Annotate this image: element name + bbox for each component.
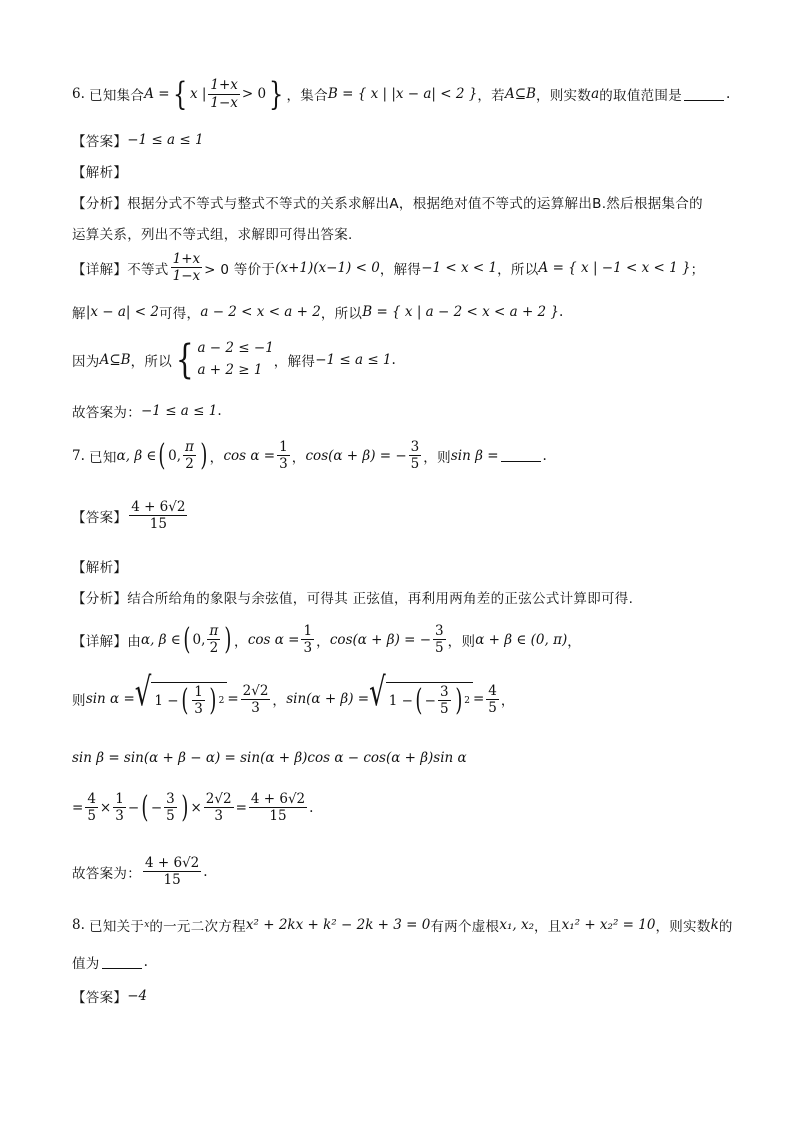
q7-line: 7. 已知 α, β ∈ ( 0, $\frac{\pi}{2}$ ) ， cos α = $\frac{1}{3}$ ， cos(α + β) = − $\frac{3}{5}$ ，则 sin β = . [72, 437, 547, 473]
line-6b: 解 |x − a| < 2 可得， a − 2 < x < a + 2 ，所以 B = { x | a − 2 < x < a + 2 } . [72, 304, 564, 322]
q6-number: 6. [72, 86, 85, 102]
answer-blank [684, 88, 724, 101]
fraction: $\frac{1+x}{1-x}$ [172, 251, 201, 285]
square-root: √ 1 − ( − $\frac{3}{5}$ ) 2 [369, 682, 473, 716]
line-7d: = $\frac{4}{5}$ × $\frac{1}{3}$ − ( − $\frac{3}{5}$ ) × $\frac{2√2}{3}$ = $\frac{4 + 6√2}{15}$ . [72, 789, 314, 825]
q8-line2: 值为 . [72, 954, 148, 972]
line-7c: sin β = sin(α + β − α) = sin(α + β)cos α − cos(α + β)sin α [72, 750, 467, 766]
answer-blank [501, 449, 541, 462]
fenxi-6: 【分析】根据分式不等式与整式不等式的关系求解出A，根据绝对值不等式的运算解出B.然后根据集合的 [72, 196, 703, 212]
answer-7: 【答案】 $\frac{4 + 6√2}{15}$ [72, 499, 186, 533]
set-b: B = { x | |x − a| < 2 } [327, 86, 478, 102]
answer-8: 【答案】 −4 [72, 988, 148, 1006]
final-6: 故答案为： −1 ≤ a ≤ 1 . [72, 403, 222, 421]
line-7b: 则 sin α = √ 1 − ( $\frac{1}{3}$ ) 2 = $\frac{2√2}{3}$ ， sin(α + β) = √ 1 − ( − $\frac{3}{5}$ ) 2 = $\frac{4}{5}$ ， [72, 670, 515, 718]
fenxi-6-line2: 运算关系，列出不等式组，求解即可得出答案. [72, 227, 353, 243]
analysis-7-heading: 【解析】 [72, 560, 128, 576]
q8-line: 8. 已知关于 x 的一元二次方程 x² + 2kx + k² − 2k + 3 = 0 有两个虚根 x₁, x₂ ，且 x₁² + x₂² = 10 ，则实数 k 的 [72, 917, 733, 935]
analysis-6-heading: 【解析】 [72, 165, 128, 181]
inequality-system: { a − 2 ≤ −1 a + 2 ≥ 1 [175, 336, 274, 383]
xiangjie-6: 【详解】 不等式 $\frac{1+x}{1-x}$ > 0 等价于 (x+1)(x−1) < 0 ，解得 −1 < x < 1 ，所以 A = { x | −1 < x < 1 } ； [72, 251, 705, 285]
fraction: $\frac{1+x}{1-x}$ [210, 77, 238, 111]
answer-6: 【答案】 −1 ≤ a ≤ 1 [72, 132, 204, 150]
q7-number: 7. [72, 447, 85, 464]
line-6c: 因为 A⊆B ，所以 { a − 2 ≤ −1 a + 2 ≥ 1 ，解得 −1 ≤ a ≤ 1 . [72, 336, 396, 383]
xiangjie-7: 【详解】 由 α, β ∈ ( 0, $\frac{\pi}{2}$ ) ， cos α = $\frac{1}{3}$ ， cos(α + β) = − $\frac{3}{5}$ ，则 α + β ∈ (0, π) ， [72, 621, 582, 657]
fenxi-7: 【分析】结合所给角的象限与余弦值，可得其 正弦值，再利用两角差的正弦公式计算即可得. [72, 591, 634, 607]
q6-line: 6. 已知集合 A = { x | $\frac{1+x}{1-x}$ > 0 } ，集合 B = { x | |x − a| < 2 } ，若 A⊆B ，则实数 a 的取值范围是 . [72, 75, 731, 113]
answer-blank [102, 956, 142, 969]
set-a-label: A = [144, 86, 170, 102]
final-7: 故答案为： $\frac{4 + 6√2}{15}$ . [72, 855, 208, 889]
q8-number: 8. [72, 917, 85, 933]
square-root: √ 1 − ( $\frac{1}{3}$ ) 2 [135, 682, 228, 716]
